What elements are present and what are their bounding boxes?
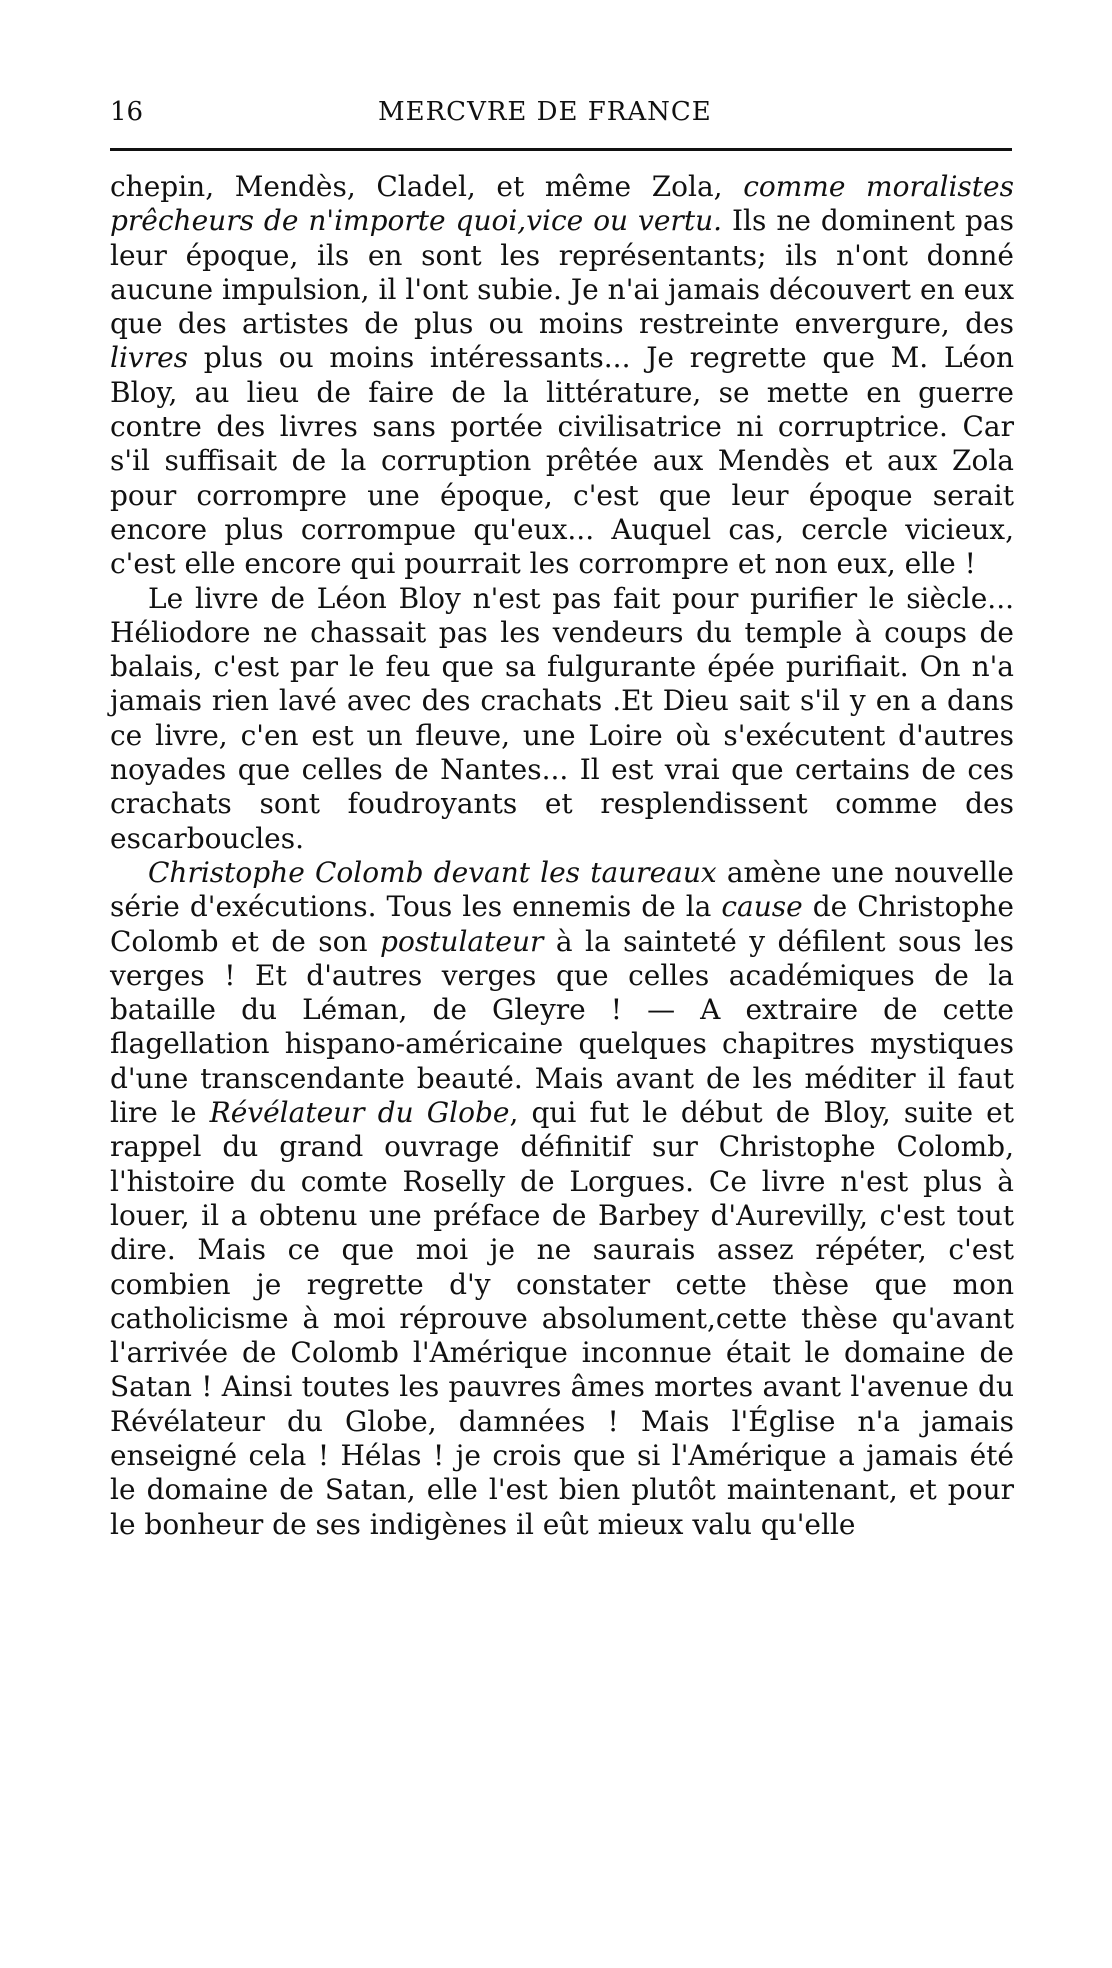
italic-text: postulateur [380, 924, 544, 958]
italic-text: Révélateur du Globe [209, 1096, 510, 1130]
text-run: à la sainteté y défilent sous les verges ! Et d'autres verges que celles académiques de la bataille du Léman, de Gleyre ! — A extraire de cette flagellation hispano-américaine quelques chapitres mystiques d'une transcendante beauté. Mais avant de les méditer il faut lire le [110, 924, 1014, 1130]
text-run: , qui fut le début de Bloy, suite et rappel du grand ouvrage définitif sur Christophe Colomb, l'histoire du comte Roselly de Lorgues. Ce livre n'est plus à louer, il a obtenu une préface de Barbey d'Aurevilly, c'est tout dire. Mais ce que moi je ne saurais assez répéter, c'est combien je regrette d'y constater cette thèse que mon catholicisme à moi réprouve absolument,cette thèse qu'avant l'arrivée de Colomb l'Amérique inconnue était le domaine de Satan ! Ainsi toutes les pauvres âmes mortes avant l'avenue du Révélateur du Globe, damnées ! Mais l'Église n'a jamais enseigné cela ! Hélas ! je crois que si l'Amérique a jamais été le domaine de Satan, elle l'est bien plutôt maintenant, et pour le bonheur de ses indigènes il eût mieux valu qu'elle [110, 1096, 1014, 1541]
header-rule [110, 148, 1012, 151]
running-head [110, 96, 1012, 136]
text-run: Ils ne dominent pas leur époque, ils en sont les représentants; ils n'ont donné aucune impulsion, il l'ont subie. Je n'ai jamais découvert en eux que des artistes de plus ou moins restreinte envergure, des [110, 204, 1014, 341]
italic-text: cause [721, 890, 803, 924]
text-run: Le livre de Léon Bloy n'est pas fait pour purifier le siècle... Héliodore ne chassait pas les vendeurs du temple à coups de balais, c'est par le feu que sa fulgurante épée purifiait. On n'a jamais rien lavé avec des crachats .Et Dieu sait s'il y en a dans ce livre, c'en est un fleuve, une Loire où s'exécutent d'autres noyades que celles de Nantes... Il est vrai que certains de ces crachats sont foudroyants et resplendissent comme des escarboucles. [110, 581, 1014, 855]
text-run: chepin, Mendès, Cladel, et même Zola, [110, 170, 744, 203]
paragraph [110, 856, 1014, 1542]
text-run: plus ou moins intéressants... Je regrette que M. Léon Bloy, au lieu de faire de la littérature, se mette en guerre contre des livres sans portée civilisatrice ni corruptrice. Car s'il suffisait de la corruption prêtée aux Mendès et aux Zola pour corrompre une époque, c'est que leur époque serait encore plus corrompue qu'eux... Auquel cas, cercle vicieux, c'est elle encore qui pourrait les corrompre et non eux, elle ! [110, 341, 1014, 581]
italic-text: livres [110, 341, 189, 375]
text-run: de Christophe Colomb et de son [110, 890, 1014, 958]
paragraph [110, 582, 1014, 856]
italic-text: Christophe Colomb devant les taureaux [148, 855, 717, 889]
italic-text: comme moralistes prêcheurs de n'importe quoi,vice ou vertu. [110, 170, 1014, 238]
body-text [110, 170, 1014, 1542]
paragraph [110, 170, 1014, 582]
page-number: 16 [110, 97, 144, 127]
journal-title: MERCVRE DE FRANCE [378, 97, 712, 127]
text-run: amène une nouvelle série d'exécutions. Tous les ennemis de la [110, 855, 1014, 924]
